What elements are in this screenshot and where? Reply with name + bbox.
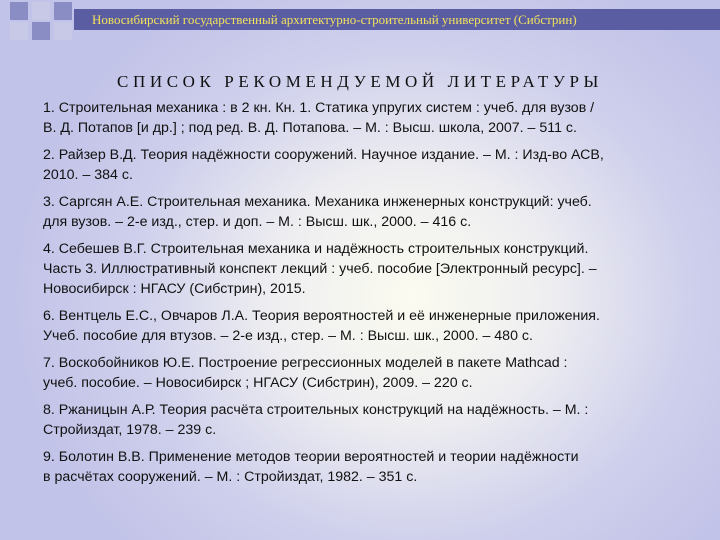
reference-item: [43, 239, 715, 299]
reference-line: 2. Райзер В.Д. Теория надёжности сооружений. Научное издание. – М. : Изд-во АСВ,: [43, 147, 604, 163]
reference-item: [43, 192, 715, 232]
reference-line: 7. Воскобойников Ю.Е. Построение регрессионных моделей в пакете Mathcad :: [43, 355, 568, 371]
reference-item: [43, 400, 715, 440]
reference-line: для вузов. – 2-е изд., стер. и доп. – М. : Высш. шк., 2000. – 416 с.: [43, 214, 472, 230]
reference-line: 3. Саргсян А.Е. Строительная механика. Механика инженерных конструкций: учеб.: [43, 194, 592, 210]
reference-line: Часть 3. Иллюстративный конспект лекций : учеб. пособие [Электронный ресурс]. –: [43, 261, 597, 277]
decorative-squares: [0, 0, 74, 40]
deco-square: [32, 2, 50, 20]
deco-square: [54, 2, 72, 20]
reference-line: Стройиздат, 1978. – 239 с.: [43, 422, 217, 438]
deco-square: [10, 22, 28, 40]
deco-square: [54, 22, 72, 40]
reference-line: В. Д. Потапов [и др.] ; под ред. В. Д. Потапова. – М. : Высш. школа, 2007. – 511 с.: [43, 120, 577, 136]
reference-list: [43, 98, 715, 494]
reference-item: [43, 306, 715, 346]
deco-square: [10, 2, 28, 20]
reference-line: 9. Болотин В.В. Применение методов теории вероятностей и теории надёжности: [43, 449, 579, 465]
reference-item: [43, 353, 715, 393]
reference-item: [43, 145, 715, 185]
university-name: Новосибирский государственный архитектурно-строительный университет (Сибстрин): [92, 12, 577, 27]
reference-line: в расчётах сооружений. – М. : Стройиздат, 1982. – 351 с.: [43, 469, 418, 485]
reference-item: [43, 98, 715, 138]
reference-line: Новосибирск : НГАСУ (Сибстрин), 2015.: [43, 281, 306, 297]
reference-line: Учеб. пособие для втузов. – 2-е изд., стер. – М. : Высш. шк., 2000. – 480 с.: [43, 328, 533, 344]
deco-square: [32, 22, 50, 40]
reference-line: 8. Ржаницын А.Р. Теория расчёта строительных конструкций на надёжность. – М. :: [43, 402, 589, 418]
reference-line: 2010. – 384 с.: [43, 167, 133, 183]
reference-line: 6. Вентцель Е.С., Овчаров Л.А. Теория вероятностей и её инженерные приложения.: [43, 308, 600, 324]
reference-line: 1. Строительная механика : в 2 кн. Кн. 1. Статика упругих систем : учеб. для вузов /: [43, 100, 595, 116]
slide-title: СПИСОК РЕКОМЕНДУЕМОЙ ЛИТЕРАТУРЫ: [117, 72, 603, 91]
reference-item: [43, 447, 715, 487]
reference-line: 4. Себешев В.Г. Строительная механика и надёжность строительных конструкций.: [43, 241, 589, 257]
reference-line: учеб. пособие. – Новосибирск ; НГАСУ (Сибстрин), 2009. – 220 с.: [43, 375, 473, 391]
